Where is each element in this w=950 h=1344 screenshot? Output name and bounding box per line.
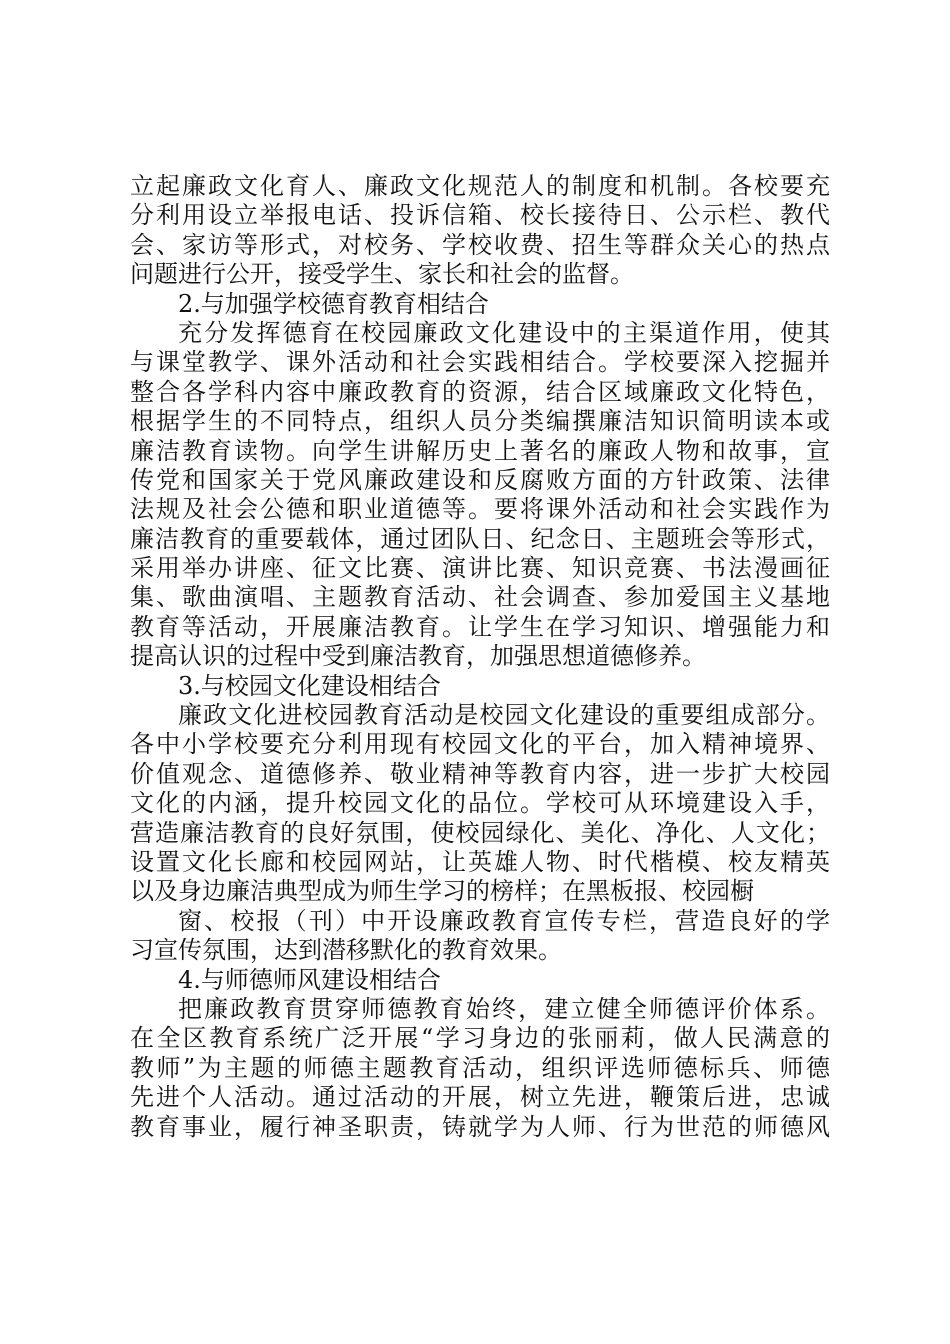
- body-line: 法规及社会公德和职业道德等。要将课外活动和社会实践作为: [130, 495, 830, 524]
- document-body: [130, 172, 830, 1142]
- body-line: 先进个人活动。通过活动的开展，树立先进，鞭策后进，忠诚: [130, 1083, 830, 1112]
- body-line: 把廉政教育贯穿师德教育始终，建立健全师德评价体系。: [178, 994, 830, 1023]
- body-line: 提高认识的过程中受到廉洁教育，加强思想道德修养。: [130, 642, 706, 671]
- body-line: 在全区教育系统广泛开展“学习身边的张丽莉，做人民满意的: [130, 1024, 830, 1053]
- body-line: 廉洁教育的重要载体，通过团队日、纪念日、主题班会等形式，: [130, 524, 830, 553]
- body-line: 窗、校报（刊）中开设廉政教育宣传专栏，营造良好的学: [178, 906, 830, 935]
- body-line: 充分发挥德育在校园廉政文化建设中的主渠道作用，使其: [178, 318, 830, 347]
- body-line: 与课堂教学、课外活动和社会实践相结合。学校要深入挖掘并: [130, 348, 830, 377]
- section-heading: 2.与加强学校德育教育相结合: [178, 289, 489, 318]
- body-line: 会、家访等形式，对校务、学校收费、招生等群众关心的热点: [130, 230, 830, 259]
- body-line: 价值观念、道德修养、敬业精神等教育内容，进一步扩大校园: [130, 759, 830, 788]
- body-line: 营造廉洁教育的良好氛围，使校园绿化、美化、净化、人文化；: [130, 818, 830, 847]
- body-line: 分利用设立举报电话、投诉信箱、校长接待日、公示栏、教代: [130, 201, 830, 230]
- body-line: 教育事业，履行神圣职责，铸就学为人师、行为世范的师德风: [130, 1112, 830, 1141]
- body-line: 教师”为主题的师德主题教育活动，组织评选师德标兵、师德: [130, 1053, 830, 1082]
- body-line: 习宣传氛围，达到潜移默化的教育效果。: [130, 936, 562, 965]
- section-heading: 3.与校园文化建设相结合: [178, 671, 441, 700]
- body-line: 采用举办讲座、征文比赛、演讲比赛、知识竞赛、书法漫画征: [130, 554, 830, 583]
- body-line: 立起廉政文化育人、廉政文化规范人的制度和机制。各校要充: [130, 172, 830, 200]
- body-line: 集、歌曲演唱、主题教育活动、社会调查、参加爱国主义基地: [130, 583, 830, 612]
- section-heading: 4.与师德师风建设相结合: [178, 965, 441, 994]
- body-line: 设置文化长廊和校园网站，让英雄人物、时代楷模、校友精英: [130, 847, 830, 876]
- body-line: 廉政文化进校园教育活动是校园文化建设的重要组成部分。: [178, 701, 830, 730]
- body-line: 以及身边廉洁典型成为师生学习的榜样；在黑板报、校园橱: [130, 877, 754, 906]
- body-line: 整合各学科内容中廉政教育的资源，结合区域廉政文化特色，: [130, 377, 830, 406]
- body-line: 传党和国家关于党风廉政建设和反腐败方面的方针政策、法律: [130, 465, 830, 494]
- body-line: 根据学生的不同特点，组织人员分类编撰廉洁知识简明读本或: [130, 407, 830, 436]
- body-line: 问题进行公开，接受学生、家长和社会的监督。: [130, 260, 634, 289]
- body-line: 文化的内涵，提升校园文化的品位。学校可从环境建设入手，: [130, 789, 830, 818]
- body-line: 教育等活动，开展廉洁教育。让学生在学习知识、增强能力和: [130, 612, 830, 641]
- body-line: 各中小学校要充分利用现有校园文化的平台，加入精神境界、: [130, 730, 830, 759]
- body-line: 廉洁教育读物。向学生讲解历史上著名的廉政人物和故事，宣: [130, 436, 830, 465]
